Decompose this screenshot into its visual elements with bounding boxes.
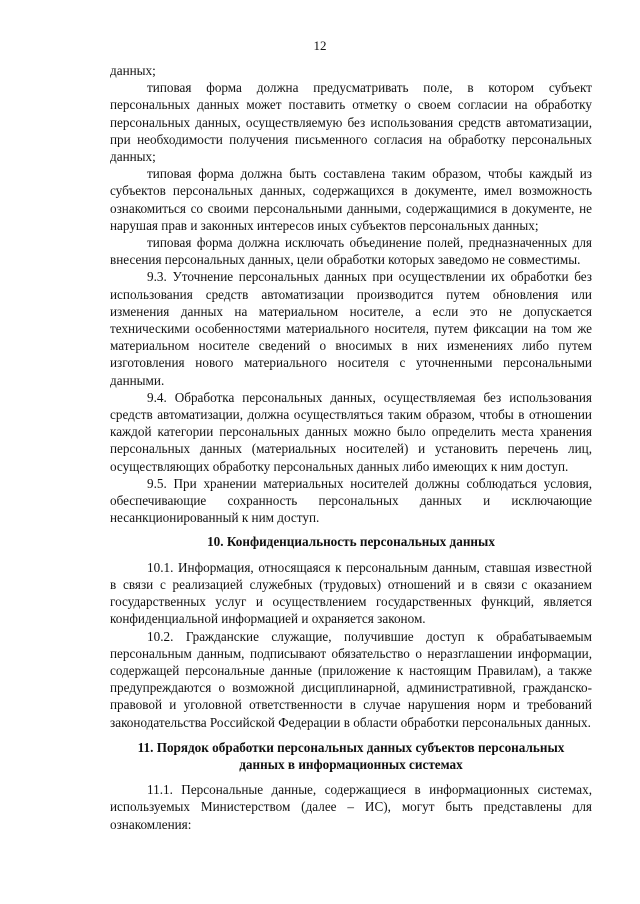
paragraph-form-familiarization: типовая форма должна быть составлена таким образом, чтобы каждый из субъектов персональных данных, содержащихся в документе, имел возможность ознакомиться со своими персональными данными, содержащимися в документе, не нарушая прав и законных интересов иных субъектов персональных данных; (110, 166, 592, 233)
paragraph-form-field-separation: типовая форма должна исключать объединение полей, предназначенных для внесения персональных данных, цели обработки которых заведомо не совместимы. (110, 235, 592, 268)
paragraph-10-1: 10.1. Информация, относящаяся к персональным данным, ставшая известной в связи с реализацией служебных (трудовых) отношений и в связи с оказанием государственных услуг и осуществлением государственных функций, является конфиденциальной информацией и охраняется законом. (110, 559, 592, 627)
paragraph-continuation: данных; (110, 63, 156, 78)
paragraph-9-4: 9.4. Обработка персональных данных, осуществляемая без использования средств автоматизации, должна осуществляться таким образом, чтобы в отношении каждой категории персональных данных можно было определить места хранения персональных данных (материальных носителей) и установить перечень лиц, осуществляющих обработку персональных данных либо имеющих к ним доступ. (110, 389, 592, 474)
document-body (110, 62, 592, 833)
section-11-heading (110, 739, 592, 773)
paragraph-form-consent-field: типовая форма должна предусматривать поле, в котором субъект персональных данных может поставить отметку о своем согласии на обработку персональных данных, осуществляемую без использования средств автоматизации, при необходимости получения письменного согласия на обработку персональных данных; (110, 80, 592, 165)
section-11-heading-line2: данных в информационных системах (239, 756, 463, 772)
page-number: 12 (313, 38, 327, 53)
paragraph-9-5: 9.5. При хранении материальных носителей должны соблюдаться условия, обеспечивающие сохранность персональных данных и исключающие несанкционированный к ним доступ. (110, 475, 592, 526)
section-10-heading: 10. Конфиденциальность персональных данных (207, 534, 495, 550)
paragraph-9-3: 9.3. Уточнение персональных данных при осуществлении их обработки без использования средств автоматизации производится путем обновления или изменения данных на материальном носителе, а если это не допускается техническими особенностями материального носителя, путем фиксации на том же материальном носителе сведений о вносимых в них изменениях либо путем изготовления нового материального носителя с уточненными персональными данными. (110, 269, 592, 388)
paragraph-11-1: 11.1. Персональные данные, содержащиеся в информационных системах, используемых Министерством (далее – ИС), могут быть представлены для ознакомления: (110, 782, 592, 832)
paragraph-10-2: 10.2. Гражданские служащие, получившие доступ к обрабатываемым персональным данным, подписывают обязательство о неразглашении информации, содержащей персональные данные (приложение к настоящим Правилам), а также предупреждаются о возможной дисциплинарной, административной, гражданско-правовой и уголовной ответственности в случае нарушения норм и требований законодательства Российской Федерации в области обработки персональных данных. (110, 628, 592, 730)
section-11-heading-line1: 11. Порядок обработки персональных данных субъектов персональных (137, 739, 565, 755)
